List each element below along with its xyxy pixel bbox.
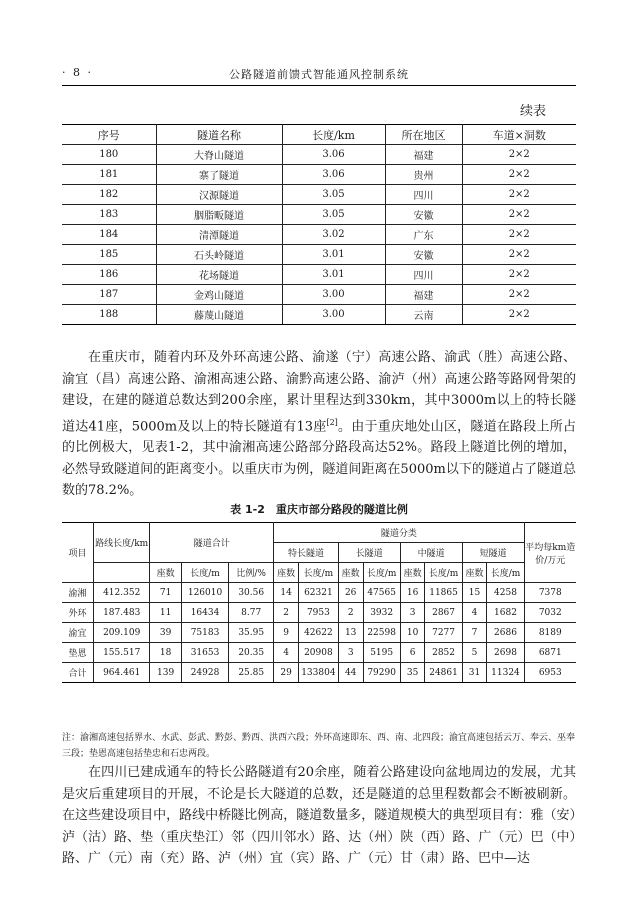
table-cell: 209.109 [94, 623, 150, 643]
table-cell: 3 [338, 643, 363, 663]
table-cell: 71 [150, 583, 182, 603]
col-header-tunnel-total: 隧道合计 [150, 523, 274, 563]
table-cell: 7953 [298, 603, 338, 623]
table-cell: 79290 [363, 663, 400, 683]
table-cell: 133804 [298, 663, 338, 683]
table-cell: 964.461 [94, 663, 150, 683]
table-cell: 合计 [62, 663, 94, 683]
table-cell: 35.95 [229, 623, 274, 643]
col-header-count: 座数 [274, 563, 299, 583]
table-cell: 2698 [487, 643, 524, 663]
table-cell: 139 [150, 663, 182, 683]
col-header-length: 长度/m [298, 563, 338, 583]
table-cell: 187 [62, 285, 156, 305]
table-row [62, 245, 576, 265]
col-header-count: 座数 [462, 563, 487, 583]
table-row [62, 145, 576, 165]
table-cell: 18 [150, 643, 182, 663]
running-header [62, 66, 576, 86]
table-cell: 44 [338, 663, 363, 683]
table-cell: 2×2 [462, 185, 576, 205]
table-cell: 4 [462, 603, 487, 623]
table-cell: 186 [62, 265, 156, 285]
table-cell: 2867 [425, 603, 462, 623]
table-row [62, 583, 576, 603]
table-cell: 35 [400, 663, 425, 683]
col-header-avg-cost: 平均每km造价/万元 [524, 523, 576, 583]
table-cell: 10 [400, 623, 425, 643]
table-cell: 6871 [524, 643, 576, 663]
tunnel-ratio-table [62, 522, 576, 683]
table-cell: 181 [62, 165, 156, 185]
table-cell: 184 [62, 225, 156, 245]
table-cell: 福建 [385, 285, 462, 305]
table-cell: 183 [62, 205, 156, 225]
table-cell: 3.06 [282, 165, 385, 185]
col-header-count: 座数 [150, 563, 182, 583]
table-cell: 清潭隧道 [156, 225, 282, 245]
table-row [62, 205, 576, 225]
paragraph-chongqing [62, 347, 576, 502]
table-cell: 外环 [62, 603, 94, 623]
table-cell: 16434 [181, 603, 228, 623]
table-cell: 20908 [298, 643, 338, 663]
body-text: 在四川已建成通车的特长公路隧道有20余座，随着公路建设向盆地周边的发展，尤其是灾后重建项目的开展，不论是长大隧道的总数，还是隧道的总里程数都会不断被刷新。在这些建设项目中，路线中桥隧比例高，隧道数量多，隧道规模大的典型项目有：雅（安）泸（沽）路、垫（重庆垫江）邻（四川邻水）路、达（州）陕（西）路、广（元）巴（中）路、广（元）南（充）路、泸（州）宜（宾）路、广（元）甘（肃）路、巴中—达 [62, 765, 576, 866]
col-header-count: 座数 [338, 563, 363, 583]
table-cell: 贵州 [385, 165, 462, 185]
table-cell: 2×2 [462, 165, 576, 185]
col-header-route-length: 路线长度/km [94, 523, 150, 563]
table-row [62, 265, 576, 285]
table-cell: 3.05 [282, 185, 385, 205]
header-rule [62, 85, 576, 86]
table-cell: 3.01 [282, 245, 385, 265]
table-cell: 26 [338, 583, 363, 603]
table-cell: 3.00 [282, 305, 385, 325]
table-row [62, 185, 576, 205]
table-cell: 2 [338, 603, 363, 623]
table-cell: 14 [274, 583, 299, 603]
table-cell: 126010 [181, 583, 228, 603]
table-cell: 3.05 [282, 205, 385, 225]
table-header-row [62, 125, 576, 145]
continued-label: 续表 [519, 104, 546, 119]
table-cell: 11324 [487, 663, 524, 683]
col-header: 隧道名称 [156, 125, 282, 145]
table-cell: 185 [62, 245, 156, 265]
table-cell: 4 [274, 643, 299, 663]
col-header-length: 长度/m [487, 563, 524, 583]
table-cell: 2686 [487, 623, 524, 643]
table-cell: 胭脂畈隧道 [156, 205, 282, 225]
table-cell: 渝宜 [62, 623, 94, 643]
table-cell: 3932 [363, 603, 400, 623]
table-cell: 7032 [524, 603, 576, 623]
table-body [62, 583, 576, 683]
citation-ref: [2] [326, 417, 338, 427]
table-cell: 2×2 [462, 225, 576, 245]
col-header: 长度/km [282, 125, 385, 145]
paragraph-sichuan [62, 762, 576, 870]
table-header-row [62, 563, 576, 583]
table-cell: 四川 [385, 185, 462, 205]
table-cell: 1682 [487, 603, 524, 623]
table-cell: 7 [462, 623, 487, 643]
table-cell: 187.483 [94, 603, 150, 623]
table-cell: 11865 [425, 583, 462, 603]
table-cell: 广东 [385, 225, 462, 245]
table-cell: 24861 [425, 663, 462, 683]
table-cell: 6 [400, 643, 425, 663]
col-header: 所在地区 [385, 125, 462, 145]
table-cell: 四川 [385, 265, 462, 285]
col-header-count: 座数 [400, 563, 425, 583]
table-cell: 金鸡山隧道 [156, 285, 282, 305]
body-text-part: 。由于重庆地处山区，隧道在路段上所占的比例极大，见表1-2，其中渝湘高速公路部分路段高达52%。路段上隧道比例的增加，必然导致隧道间的距离变小。以重庆市为例，隧道间距离在5000m以下的隧道占了隧道总数的78.2%。 [62, 418, 576, 499]
tunnel-list-table [62, 124, 576, 325]
table-cell: 云南 [385, 305, 462, 325]
col-header-length: 长度/m [181, 563, 228, 583]
table-cell: 3.02 [282, 225, 385, 245]
table-row [62, 305, 576, 325]
table-cell: 25.85 [229, 663, 274, 683]
table-row [62, 603, 576, 623]
table-caption: 表 1-2 重庆市部分路段的隧道比例 [230, 503, 408, 516]
table-cell: 7378 [524, 583, 576, 603]
col-header-length: 长度/m [425, 563, 462, 583]
col-header-project: 项目 [62, 523, 94, 583]
table-cell: 16 [400, 583, 425, 603]
table-cell: 5 [462, 643, 487, 663]
table-row [62, 663, 576, 683]
table-cell: 3.06 [282, 145, 385, 165]
table-cell: 汉源隧道 [156, 185, 282, 205]
table-cell: 福建 [385, 145, 462, 165]
running-title: 公路隧道前馈式智能通风控制系统 [229, 68, 409, 81]
table-cell: 2×2 [462, 285, 576, 305]
table-cell: 29 [274, 663, 299, 683]
table-cell: 15 [462, 583, 487, 603]
table-row [62, 225, 576, 245]
table-cell: 2×2 [462, 205, 576, 225]
table-cell: 30.56 [229, 583, 274, 603]
table-cell: 412.352 [94, 583, 150, 603]
table-cell: 藤蔑山隧道 [156, 305, 282, 325]
table-cell: 42622 [298, 623, 338, 643]
table-cell: 大脊山隧道 [156, 145, 282, 165]
table-cell: 47565 [363, 583, 400, 603]
table-cell: 11 [150, 603, 182, 623]
body-text [62, 347, 576, 502]
table-cell: 24928 [181, 663, 228, 683]
col-header: 车道×洞数 [462, 125, 576, 145]
table-row [62, 165, 576, 185]
table-cell: 花场隧道 [156, 265, 282, 285]
table-cell: 39 [150, 623, 182, 643]
table-cell: 垫恩 [62, 643, 94, 663]
table-cell: 20.35 [229, 643, 274, 663]
body-text-part: 在重庆市，随着内环及外环高速公路、渝遂（宁）高速公路、渝武（胜）高速公路、渝宜（昌）高速公路、渝湘高速公路、渝黔高速公路、渝泸（州）高速公路等路网骨架的建设，在建的隧道总数达到200余座，累计里程达到330km，其中3000m以上的特长隧道达41座，5000m及以上的特长隧道有13座 [62, 350, 576, 434]
table-row [62, 285, 576, 305]
table-cell: 3.01 [282, 265, 385, 285]
table-cell: 75183 [181, 623, 228, 643]
table-cell: 3 [400, 603, 425, 623]
table-cell: 2×2 [462, 265, 576, 285]
table-cell: 寨了隧道 [156, 165, 282, 185]
table-note: 注：渝湘高速包括界水、水武、彭武、黔彭、黔西、洪西六段；外环高速即东、西、南、北四段；渝宜高速包括云万、奉云、巫奉三段；垫恩高速包括垫忠和石忠两段。 [62, 733, 576, 759]
table-header-row [62, 523, 576, 543]
table-cell: 2×2 [462, 245, 576, 265]
table-cell: 13 [338, 623, 363, 643]
table-cell: 180 [62, 145, 156, 165]
table-cell: 155.517 [94, 643, 150, 663]
table-cell: 安徽 [385, 245, 462, 265]
table-cell: 2×2 [462, 145, 576, 165]
table-row [62, 623, 576, 643]
table-cell: 22598 [363, 623, 400, 643]
col-header-medium: 中隧道 [400, 543, 462, 563]
table-cell: 188 [62, 305, 156, 325]
table-cell: 4258 [487, 583, 524, 603]
table-cell: 2852 [425, 643, 462, 663]
table-cell: 安徽 [385, 205, 462, 225]
table-cell: 渝湘 [62, 583, 94, 603]
table-cell: 6953 [524, 663, 576, 683]
table-cell: 31 [462, 663, 487, 683]
col-header-long: 长隧道 [338, 543, 400, 563]
col-header: 序号 [62, 125, 156, 145]
table-row [62, 643, 576, 663]
table-cell: 31653 [181, 643, 228, 663]
table-cell: 2 [274, 603, 299, 623]
col-header-extra-long: 特长隧道 [274, 543, 339, 563]
table-cell: 7277 [425, 623, 462, 643]
table-cell: 5195 [363, 643, 400, 663]
table-cell: 2×2 [462, 305, 576, 325]
col-header-tunnel-class: 隧道分类 [274, 523, 524, 543]
col-header-ratio: 比例/% [229, 563, 274, 583]
table-cell: 8.77 [229, 603, 274, 623]
table-cell: 62321 [298, 583, 338, 603]
col-header-empty [94, 563, 150, 583]
col-header-length: 长度/m [363, 563, 400, 583]
table-cell: 9 [274, 623, 299, 643]
table-cell: 石头岭隧道 [156, 245, 282, 265]
table-cell: 3.00 [282, 285, 385, 305]
table-cell: 8189 [524, 623, 576, 643]
col-header-short: 短隧道 [462, 543, 524, 563]
table-cell: 182 [62, 185, 156, 205]
page-number: · 8 · [62, 66, 93, 79]
